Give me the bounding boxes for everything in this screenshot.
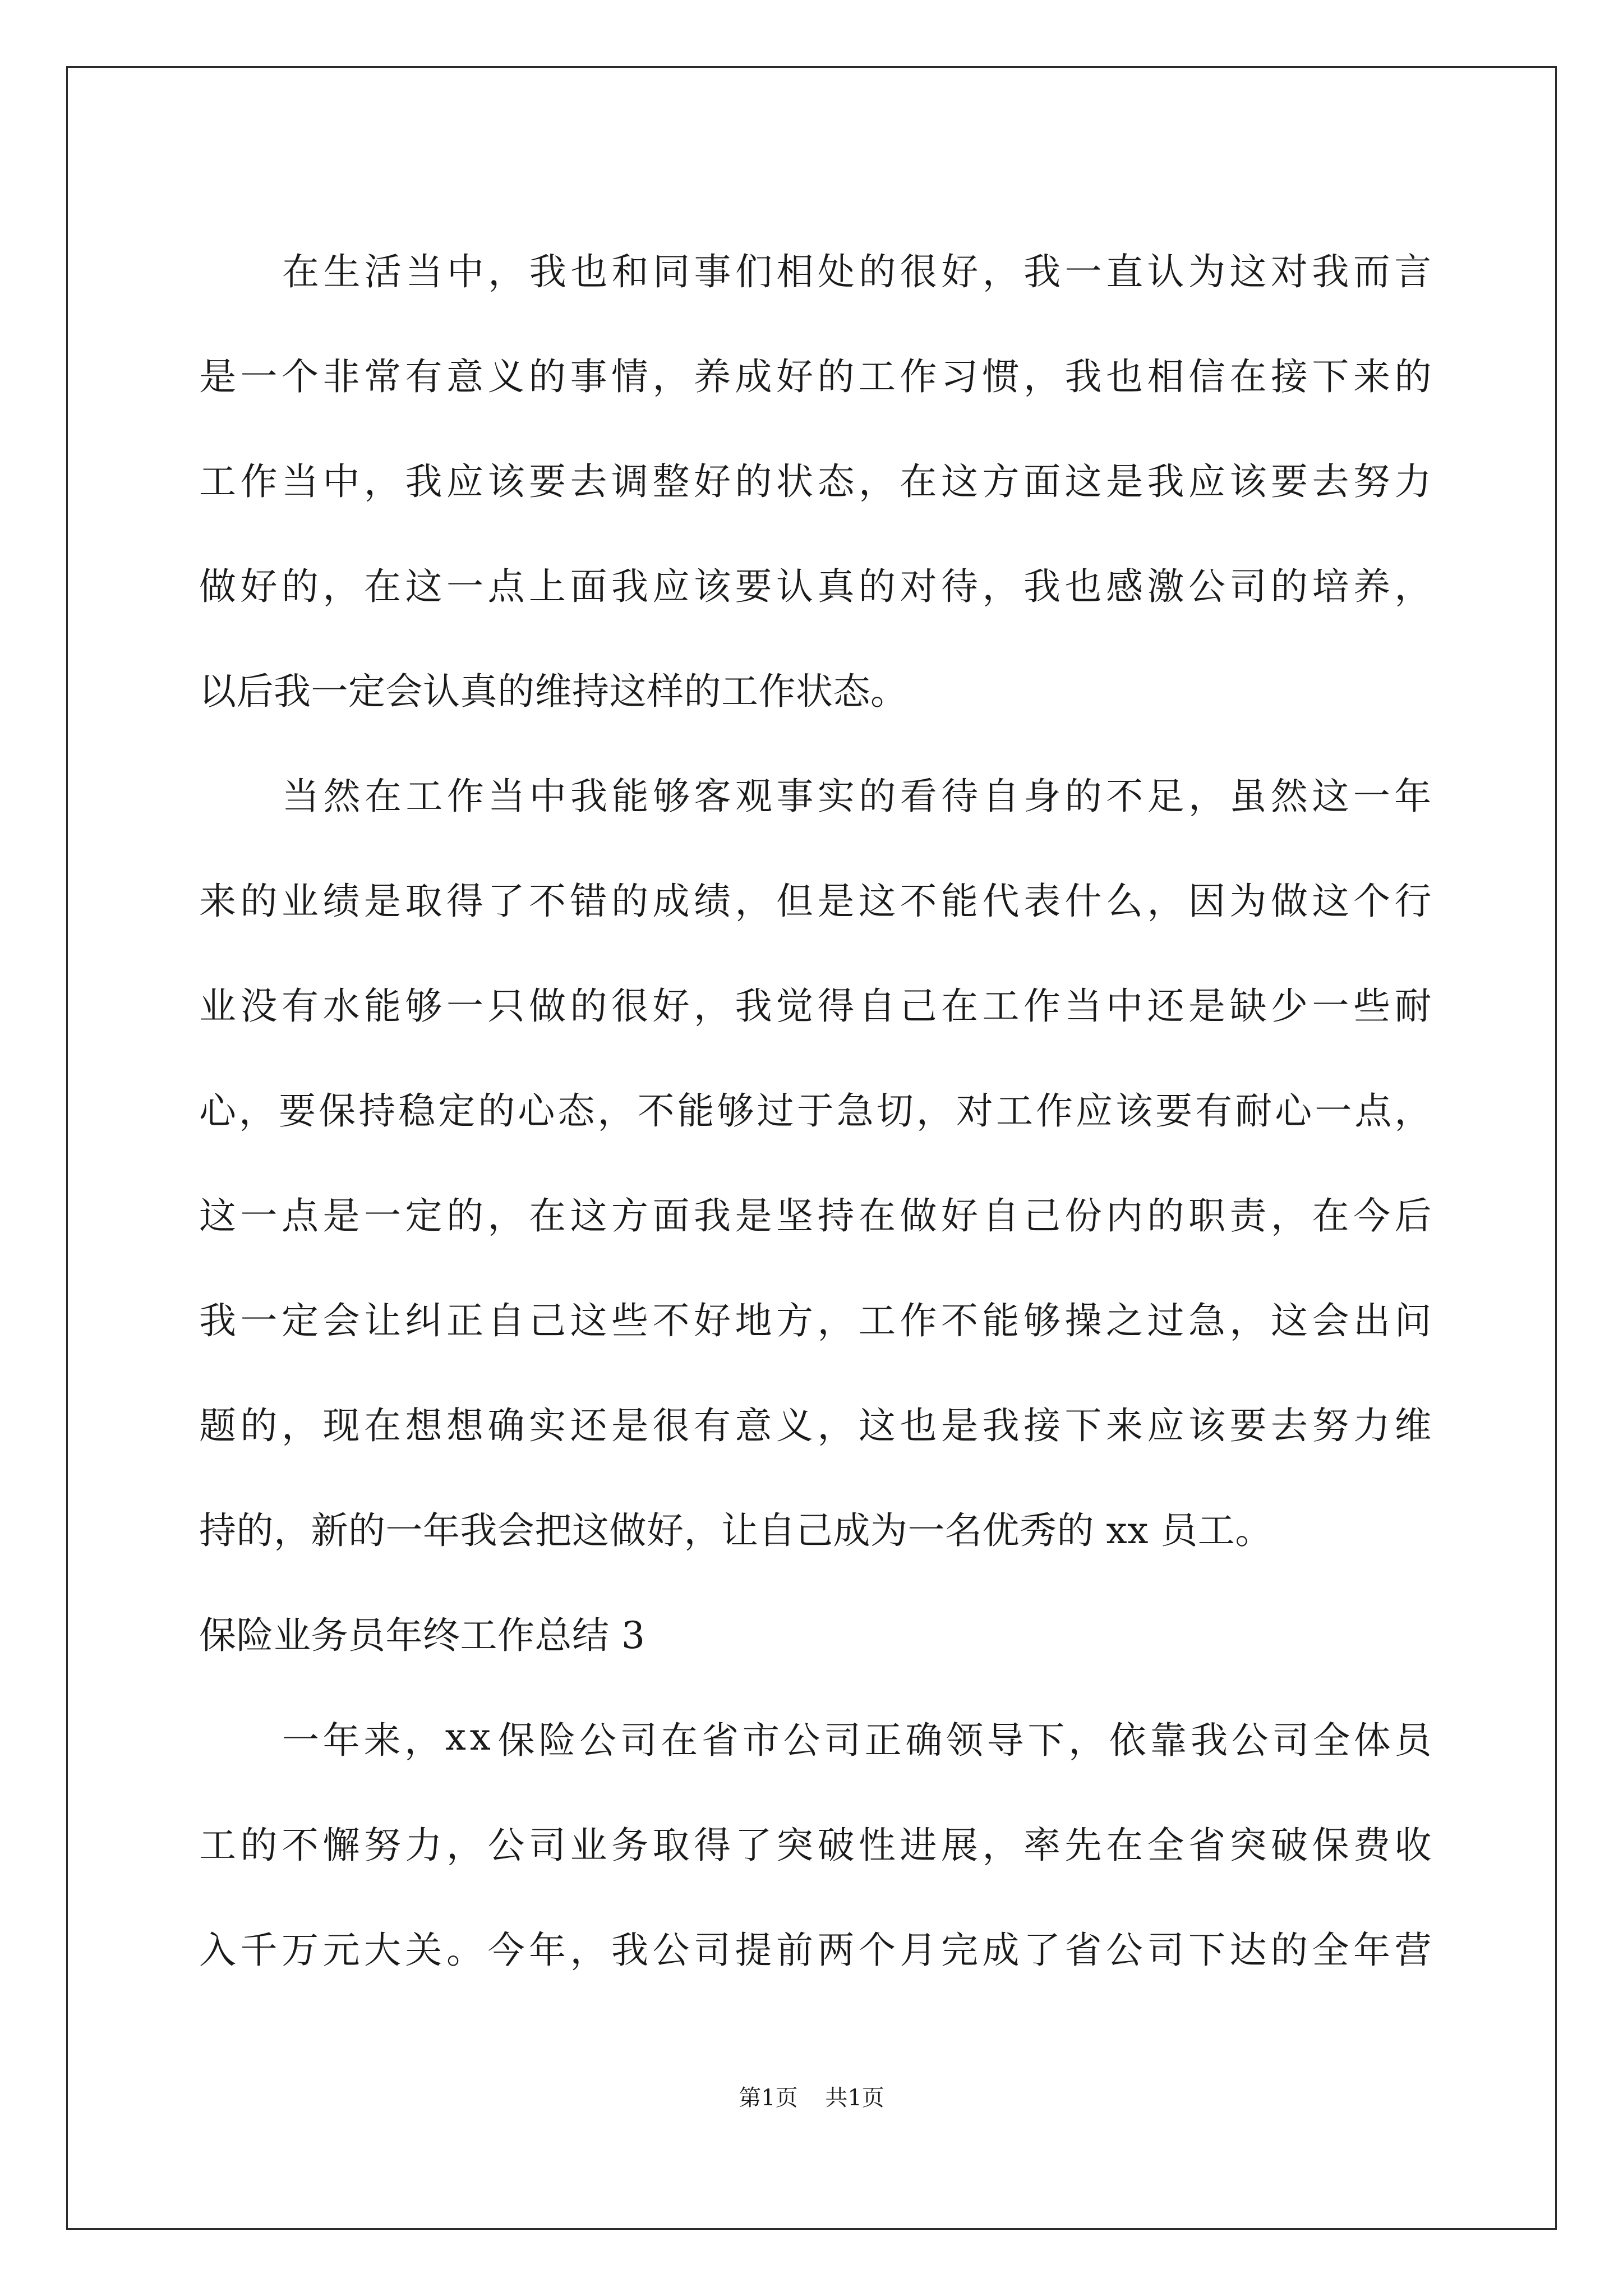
text-line: 在 生 活 当 中 ， 我 也 和 同 事 们 相 处 的 很 好 ， 我 一 直 认 为 这 对 我 而 言 (282, 250, 1432, 293)
text-line: 做 好 的 ， 在 这 一 点 上 面 我 应 该 要 认 真 的 对 待 ， 我 也 感 激 公 司 的 培 养 ， (199, 565, 1432, 608)
text-line: 是 一 个 非 常 有 意 义 的 事 情 ， 养 成 好 的 工 作 习 惯 ， 我 也 相 信 在 接 下 来 的 (199, 355, 1432, 398)
text-line: 这 一 点 是 一 定 的 ， 在 这 方 面 我 是 坚 持 在 做 好 自 己 份 内 的 职 责 ， 在 今 后 (199, 1194, 1432, 1237)
page-number: 第1页 (739, 2085, 798, 2111)
text-line: 业 没 有 水 能 够 一 只 做 的 很 好 ， 我 觉 得 自 己 在 工 作 当 中 还 是 缺 少 一 些 耐 (199, 984, 1432, 1028)
page-footer (0, 2080, 1623, 2112)
text-line: 工 作 当 中 ， 我 应 该 要 去 调 整 好 的 状 态 ， 在 这 方 面 这 是 我 应 该 要 去 努 力 (199, 460, 1432, 503)
text-line: 保险业务员年终工作总结 3 (199, 1614, 645, 1657)
text-line: 持的，新的一年我会把这做好，让自己成为一名优秀的 xx 员工。 (199, 1509, 1272, 1552)
text-line: 心 ， 要 保 持 稳 定 的 心 态 ， 不 能 够 过 于 急 切 ， 对 工 作 应 该 要 有 耐 心 一 点 ， (199, 1089, 1432, 1133)
text-line: 工 的 不 懈 努 力 ， 公 司 业 务 取 得 了 突 破 性 进 展 ， 率 先 在 全 省 突 破 保 费 收 (199, 1824, 1432, 1867)
text-line: 来 的 业 绩 是 取 得 了 不 错 的 成 绩 ， 但 是 这 不 能 代 表 什 么 ， 因 为 做 这 个 行 (199, 880, 1432, 923)
text-line: 题 的 ， 现 在 想 想 确 实 还 是 很 有 意 义 ， 这 也 是 我 接 下 来 应 该 要 去 努 力 维 (199, 1404, 1432, 1447)
text-line: 我 一 定 会 让 纠 正 自 己 这 些 不 好 地 方 ， 工 作 不 能 够 操 之 过 急 ， 这 会 出 问 (199, 1299, 1432, 1342)
text-line: 当 然 在 工 作 当 中 我 能 够 客 观 事 实 的 看 待 自 身 的 不 足 ， 虽 然 这 一 年 (282, 775, 1432, 818)
page-count: 共1页 (825, 2085, 884, 2111)
text-line: 入 千 万 元 大 关 。 今 年 ， 我 公 司 提 前 两 个 月 完 成 了 省 公 司 下 达 的 全 年 营 (199, 1929, 1432, 1972)
text-line: 以后我一定会认真的维持这样的工作状态。 (199, 670, 908, 713)
document-body (199, 216, 1432, 1999)
text-line: 一 年 来 ， x x 保 险 公 司 在 省 市 公 司 正 确 领 导 下 ， 依 靠 我 公 司 全 体 员 (282, 1715, 1432, 1762)
